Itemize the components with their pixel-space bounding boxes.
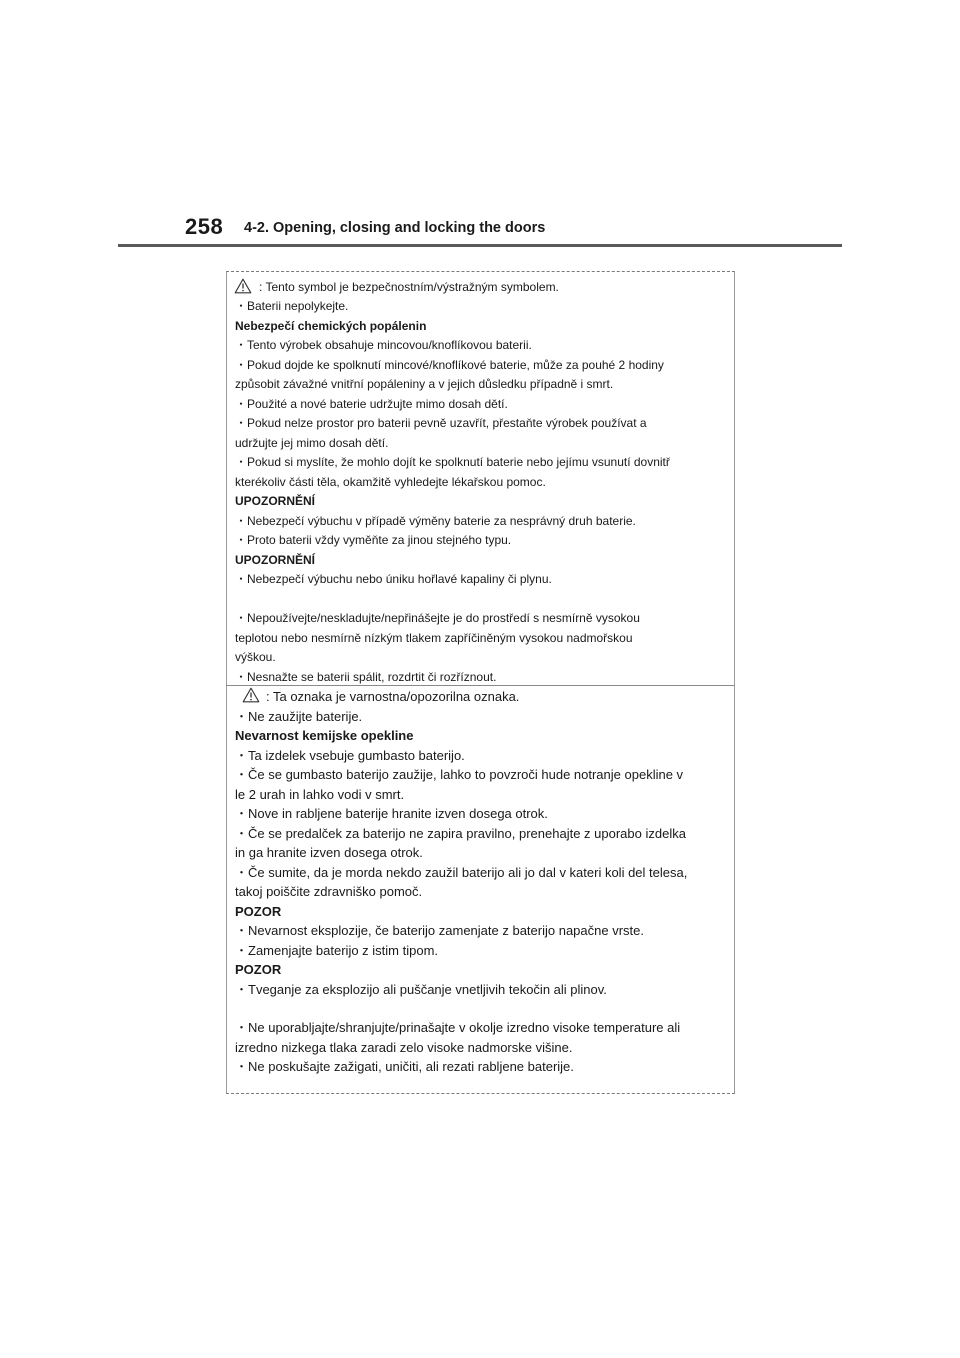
slovene-line: takoj poiščite zdravniško pomoč. [235,884,423,899]
czech-line: ・Nepoužívejte/neskladujte/nepřinášejte je do prostředí s nesmírně vysokou [235,611,640,625]
warning-triangle-icon [234,278,252,294]
box-divider [226,685,734,686]
czech-caution-heading: UPOZORNĚNÍ [235,494,316,508]
czech-line: ・Nebezpečí výbuchu nebo úniku hořlavé kapaliny či plynu. [235,572,552,586]
slovene-line: ・Če se gumbasto baterijo zaužije, lahko to povzroči hude notranje opekline v [235,767,684,782]
czech-caution-heading: UPOZORNĚNÍ [235,553,316,567]
slovene-line: ・Ne zaužijte baterije. [235,709,363,724]
slovene-line: ・Nove in rabljene baterije hranite izven dosega otrok. [235,806,548,821]
czech-line: způsobit závažné vnitřní popáleniny a v jejich důsledku případně i smrt. [235,377,614,391]
czech-line: výškou. [235,650,276,664]
slovene-line: ・Če se predalček za baterijo ne zapira pravilno, prenehajte z uporabo izdelka [235,826,686,841]
slovene-caution-heading: POZOR [235,904,282,919]
header-rule [118,244,842,247]
czech-line: ・Použité a nové baterie udržujte mimo dosah dětí. [235,397,508,411]
section-title: 4-2. Opening, closing and locking the doors [244,220,546,236]
czech-line: kterékoliv části těla, okamžitě vyhledejte lékařskou pomoc. [235,475,546,489]
czech-line: ・Proto baterii vždy vyměňte za jinou stejného typu. [235,533,512,547]
czech-line: ・Tento výrobek obsahuje mincovou/knoflíkovou baterii. [235,338,532,352]
czech-line: ・Nesnažte se baterii spálit, rozdrtit či rozříznout. [235,670,497,684]
slovene-heading: Nevarnost kemijske opekline [235,728,414,743]
slovene-line: le 2 urah in lahko vodi v smrt. [235,787,405,802]
slovene-line: ・Če sumite, da je morda nekdo zaužil baterijo ali jo dal v kateri koli del telesa, [235,865,688,880]
czech-line: ・Nebezpečí výbuchu v případě výměny baterie za nesprávný druh baterie. [235,514,636,528]
czech-line: ・Pokud nelze prostor pro baterii pevně uzavřít, přestaňte výrobek používat a [235,416,647,430]
czech-line: ・Baterii nepolykejte. [235,299,349,313]
slovene-symbol-note: : Ta oznaka je varnostna/opozorilna oznaka. [266,689,520,704]
slovene-line: izredno nizkega tlaka zaradi zelo visoke nadmorske višine. [235,1040,573,1055]
slovene-line: ・Nevarnost eksplozije, če baterijo zamenjate z baterijo napačne vrste. [235,923,644,938]
czech-line: teplotou nebo nesmírně nízkým tlakem zapříčiněným vysokou nadmořskou [235,631,633,645]
slovene-line: ・Ne poskušajte zažigati, uničiti, ali rezati rabljene baterije. [235,1059,574,1074]
slovene-line: ・Ta izdelek vsebuje gumbasto baterijo. [235,748,465,763]
slovene-line: in ga hranite izven dosega otrok. [235,845,423,860]
czech-symbol-note: : Tento symbol je bezpečnostním/výstražným symbolem. [259,280,559,294]
slovene-caution-heading: POZOR [235,962,282,977]
czech-line: ・Pokud dojde ke spolknutí mincové/knoflíkové baterie, může za pouhé 2 hodiny [235,358,664,372]
czech-line: ・Pokud si myslíte, že mohlo dojít ke spolknutí baterie nebo jejímu vsunutí dovnitř [235,455,670,469]
page-number: 258 [185,214,224,239]
warning-triangle-icon [242,687,260,703]
slovene-line: ・Ne uporabljajte/shranjujte/prinašajte v okolje izredno visoke temperature ali [235,1020,681,1035]
czech-heading: Nebezpečí chemických popálenin [235,319,427,333]
slovene-line: ・Tveganje za eksplozijo ali puščanje vnetljivih tekočin ali plinov. [235,982,607,997]
czech-line: udržujte jej mimo dosah dětí. [235,436,389,450]
slovene-line: ・Zamenjajte baterijo z istim tipom. [235,943,439,958]
